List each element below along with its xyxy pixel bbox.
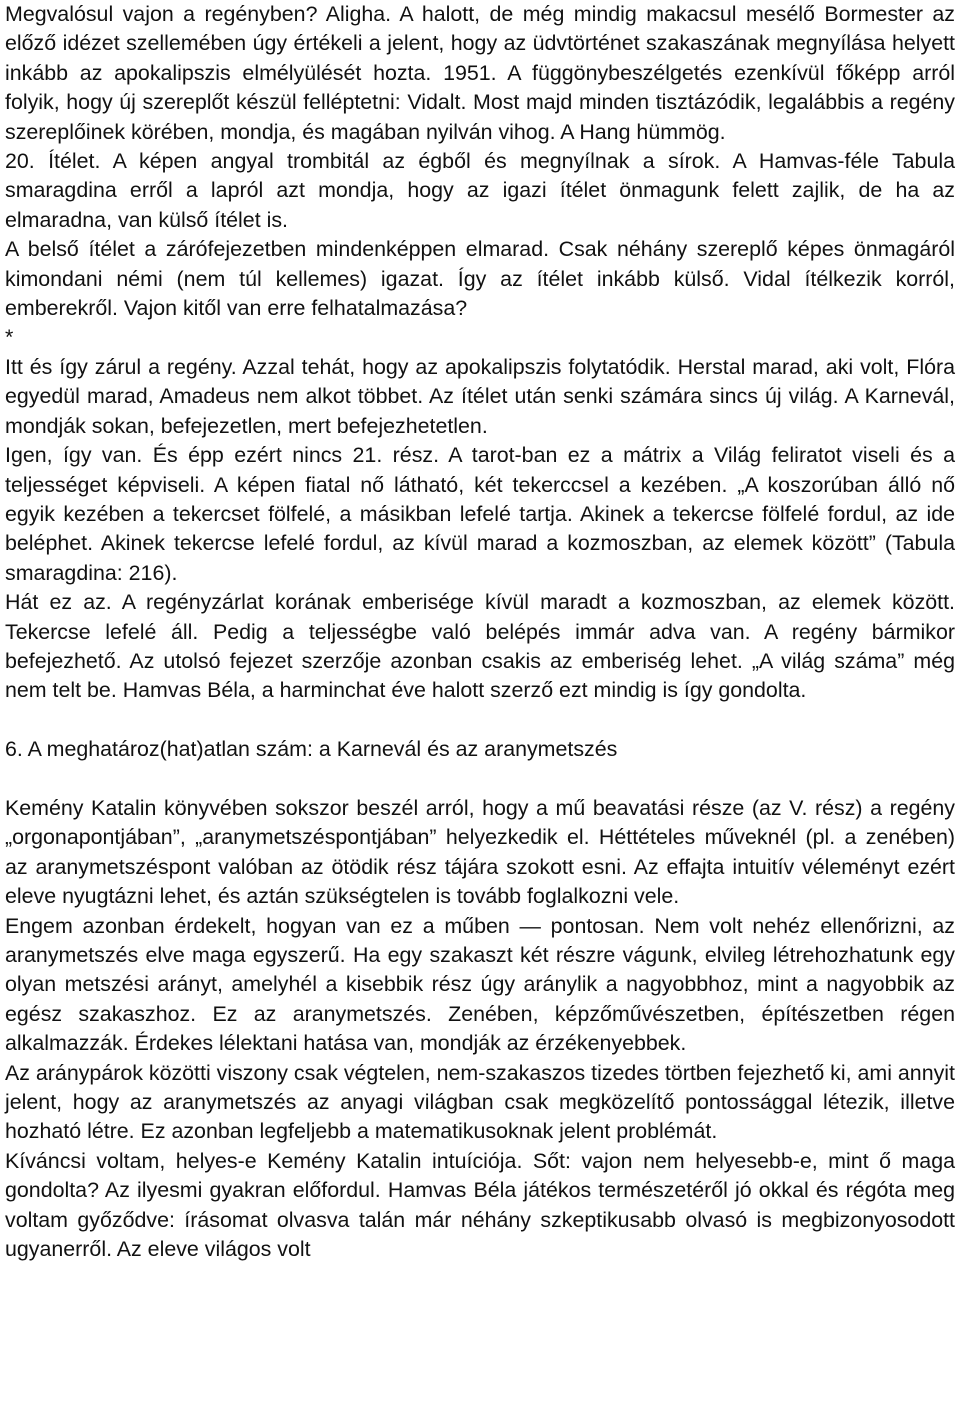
- paragraph: Igen, így van. És épp ezért nincs 21. rész. A tarot-ban ez a mátrix a Világ feliratot viseli és a teljességet képviseli. A képen fiatal nő látható, két tekerccsel a kezében. „A koszorúban álló nő egyik kezében a tekercset fölfelé, a másikban lefelé tartja. Akinek a tekercse fölfelé fordul, az ide beléphet. Akinek tekercse lefelé fordul, az kívül marad a kozmoszban, az elemek között” (Tabula smaragdina: 216).: [5, 443, 955, 585]
- blank-line: [5, 706, 955, 735]
- section-heading: 6. A meghatároz(hat)atlan szám: a Karnevál és az aranymetszés: [5, 737, 618, 762]
- paragraph: Itt és így zárul a regény. Azzal tehát, hogy az apokalipszis folytatódik. Herstal marad, aki volt, Flóra egyedül marad, Amadeus nem alkot többet. Az ítélet után senki számára sincs új világ. A Karnevál, mondják sokan, befejezetlen, mert befejezhetetlen.: [5, 354, 955, 438]
- document-page: [5, 0, 955, 1264]
- paragraph: Megvalósul vajon a regényben? Aligha. A halott, de még mindig makacsul mesélő Bormester az előző idézet szellemében úgy értékeli a jelent, hogy az üdvtörténet szakaszának megnyílása helyett inkább az apokalipszis elmélyülését hozta. 1951. A függönybeszélgetés ezenkívül főképp arról folyik, hogy új szereplőt készül felléptetni: Vidalt. Most majd minden tisztázódik, legalábbis a regény szereplőinek körében, mondja, és magában nyilván vihog. A Hang hümmög.: [5, 2, 955, 144]
- paragraph: Hát ez az. A regényzárlat korának emberisége kívül maradt a kozmoszban, az elemek között. Tekercse lefelé áll. Pedig a teljességbe való belépés immár adva van. A regény bármikor befejezhető. Az utolsó fejezet szerzője azonban csakis az emberiség lehet. „A világ száma” még nem telt be. Hamvas Béla, a harminchat éve halott szerző ezt mindig is így gondolta.: [5, 590, 955, 703]
- paragraph: Kíváncsi voltam, helyes-e Kemény Katalin intuíciója. Sőt: vajon nem helyesebb-e, mint ő maga gondolta? Az ilyesmi gyakran előfordul. Hamvas Béla játékos természetéről jó okkal és régóta meg voltam győződve: írásomat olvasva talán már néhány szkeptikusabb olvasó is megbizonyosodott ugyanerről. Az eleve világos volt: [5, 1148, 955, 1262]
- paragraph: Engem azonban érdekelt, hogyan van ez a műben — pontosan. Nem volt nehéz ellenőrizni, az aranymetszés elve maga egyszerű. Ha egy szakaszt két részre vágunk, elvileg létrehozhatunk egy olyan metszési arányt, amelyhél a kisebbik rész úgy aránylik a nagyobbhoz, mint a nagyobbik az egész szakaszhoz. Ez az aranymetszés. Zenében, képzőművészetben, építészetben régen alkalmazzák. Érdekes lélektani hatása van, mondják az érzékenyebbek.: [5, 913, 955, 1056]
- paragraph: A belső ítélet a zárófejezetben mindenképpen elmarad. Csak néhány szereplő képes önmagáról kimondani némi (nem túl kellemes) igazat. Így az ítélet inkább külső. Vidal ítélkezik korról, emberekről. Vajon kitől van erre felhatalmazása?: [5, 237, 955, 321]
- paragraph: Kemény Katalin könyvében sokszor beszél arról, hogy a mű beavatási része (az V. rész) a regény „orgonapontjában”, „aranymetszéspontjában” helyezkedik el. Héttételes műveknél (pl. a zenében) az aranymetszéspont valóban az ötödik rész tájára szokott esni. Az effajta intuitív véleményt ezért eleve nyugtázni lehet, és aztán szükségtelen is tovább foglalkozni vele.: [5, 795, 955, 909]
- paragraph: 20. Ítélet. A képen angyal trombitál az égből és megnyílnak a sírok. A Hamvas-féle Tabula smaragdina erről a lapról azt mondja, hogy az igazi ítélet önmagunk felett zajlik, de ha az elmaradna, van külső ítélet is.: [5, 149, 955, 232]
- blank-line: [5, 765, 955, 794]
- paragraph: Az aránypárok közötti viszony csak végtelen, nem-szakaszos tizedes törtben fejezhető ki, ami annyit jelent, hogy az aranymetszés az anyagi világban csak megközelítő pontossággal létezik, illetve hozható létre. Ez azonban legfeljebb a matematikusoknak jelent problémát.: [5, 1060, 955, 1144]
- section-separator-asterisk: *: [5, 325, 14, 350]
